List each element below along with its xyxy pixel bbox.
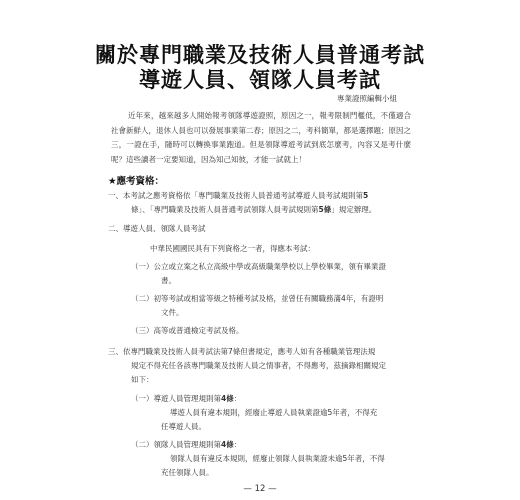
page-number: — 12 — (243, 484, 277, 494)
item-3-sub-2-heading-a: （二）領隊人員管理規則第 (131, 440, 221, 449)
item-2-intro: 中華民國國民具有下列資格之一者，得應本考試： (150, 244, 315, 253)
item-2-sub-1-cont: 書。 (161, 276, 176, 285)
item-1-text-d: 5條 (318, 205, 332, 214)
item-2-sub-2-cont: 文件。 (161, 308, 184, 317)
document-title-line-2: 導遊人員、領隊人員考試 (139, 68, 381, 92)
item-1-text-a: 一、本考試之應考資格依「專門職業及技術人員普通考試導遊人員考試規則第 (108, 191, 363, 200)
item-3-line-2: 規定不得充任各該專門職業及技術人員之情事者，不得應考，茲摘錄相關規定 (131, 361, 386, 370)
item-2-sub-1: （一）公立或立案之私立高級中學或高級職業學校以上學校畢業，領有畢業證 (131, 262, 386, 271)
item-3-sub-1-body-2: 任導遊人員。 (161, 422, 206, 431)
item-3-sub-1-heading-c: ： (233, 394, 242, 403)
item-3-sub-2-body-1: 領隊人員有違反本規則，經廢止領隊人員執業證未逾5年者，不得 (170, 454, 385, 463)
item-3-sub-2-heading-c: ： (233, 440, 242, 449)
item-1-text-e: 」規定辦理。 (331, 205, 377, 214)
item-1-text-c: 條」、「專門職業及技術人員普通考試領隊人員考試規則第 (131, 205, 319, 214)
section-heading-eligibility: ★應考資格： (108, 176, 165, 187)
item-1-line-1 (108, 189, 368, 204)
intro-paragraph: 近年來，越來越多人開始報考領隊導遊證照，原因之一，報考限制門檻低，不僅適合社會新鮮人，退休人員也可以發展事業第二春；原因之二，考科簡單，都是選擇題；原因之三，一證在手，隨時可以轉換事業跑道。但是領隊導遊考試到底怎麼考，內容又是考什麼呢？這些讀者一定要知道，因為知己知彼，才能一試就上！ (111, 111, 411, 164)
item-1-line-2 (131, 203, 376, 218)
item-3-line-1: 三、依專門職業及技術人員考試法第7條但書規定，應考人如有各種職業管理法規 (108, 347, 376, 356)
item-2-sub-2: （二）初等考試或相當等級之特種考試及格，並曾任有關職務滿4年，有證明 (131, 294, 384, 303)
item-3-sub-1-body-1: 導遊人員有違本規則，經廢止導遊人員執業證逾5年者，不得充 (170, 408, 378, 417)
item-2-sub-3: （三）高等或普通檢定考試及格。 (131, 326, 244, 335)
item-3-sub-1-heading-b: 4條 (221, 394, 234, 403)
item-3-line-3: 如下： (131, 375, 154, 384)
byline: 專業證照編輯小組 (337, 94, 397, 103)
document-title-line-1: 關於專門職業及技術人員普通考試 (95, 43, 425, 67)
item-3-sub-2-heading (131, 438, 241, 453)
item-3-sub-1-heading-a: （一）導遊人員管理規則第 (131, 394, 221, 403)
item-3-sub-1-heading (131, 392, 241, 407)
item-1-text-b: 5 (363, 191, 369, 200)
item-3-sub-2-heading-b: 4條 (221, 440, 234, 449)
item-3-sub-2-body-2: 充任領隊人員。 (161, 468, 214, 477)
item-2-heading: 二、導遊人員、領隊人員考試 (108, 224, 206, 233)
